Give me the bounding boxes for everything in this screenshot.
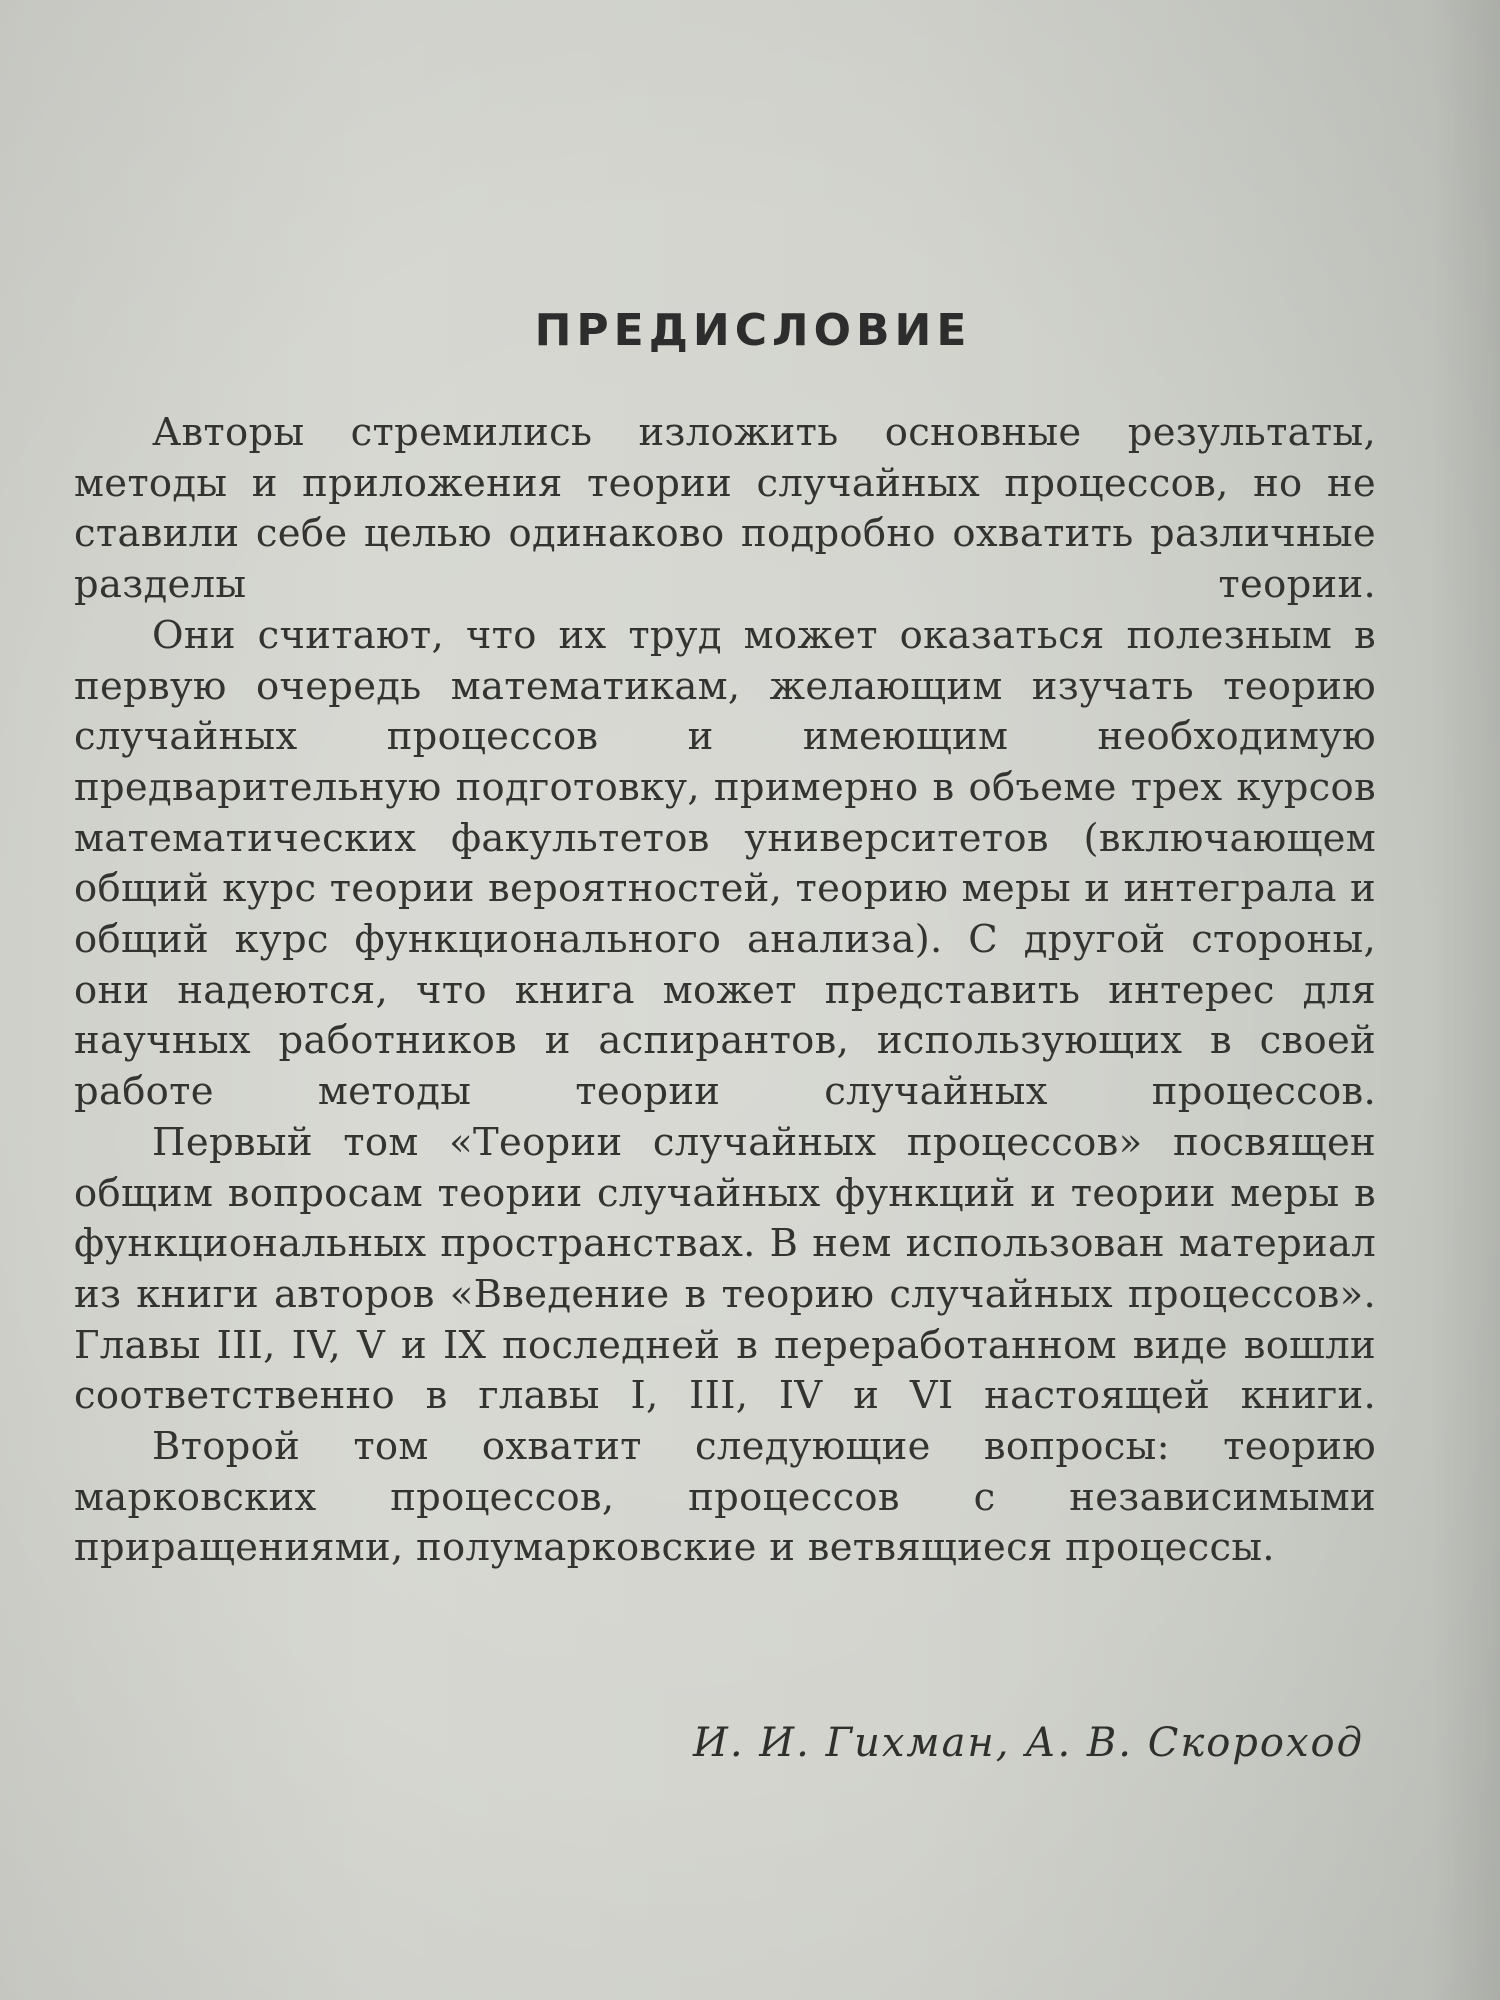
preface-body <box>74 408 1376 1574</box>
paragraph-1: Авторы стремились изложить основные результаты, методы и приложения теории случайных процессов, но не ставили себе целью одинаково подробно охватить различные разделы теории. <box>74 410 1376 608</box>
page-heading: ПРЕДИСЛОВИЕ <box>534 305 972 356</box>
paragraph-3: Первый том «Теории случайных процессов» посвящен общим вопросам теории случайных функций и теории меры в функциональных пространствах. В нем использован материал из книги авторов «Введение в теорию случайных процессов». Главы III, IV, V и IX последней в переработанном виде вошли соответственно в главы I, III, IV и VI настоящей книги. <box>74 1119 1376 1419</box>
paragraph-4: Второй том охватит следующие вопросы: теорию марковских процессов, процессов с независимыми приращениями, полумарковские и ветвящиеся процессы. <box>74 1424 1376 1571</box>
authors-signature: И. И. Гихман, А. В. Скороход <box>692 1720 1364 1766</box>
paragraph-2: Они считают, что их труд может оказаться полезным в первую очередь математикам, желающим изучать теорию случайных процессов и имеющим необходимую предварительную подготовку, примерно в объеме трех курсов математических факультетов университетов (включающем общий курс теории вероятностей, теорию меры и интеграла и общий курс функционального анализа). С другой стороны, они надеются, что книга может представить интерес для научных работников и аспирантов, использующих в своей работе методы теории случайных процессов. <box>74 612 1376 1115</box>
